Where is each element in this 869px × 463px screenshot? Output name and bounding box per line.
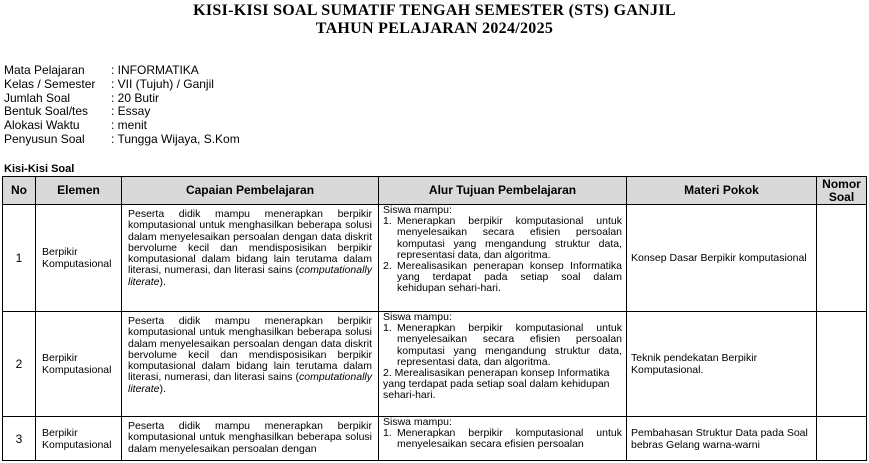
cell-no: 2 [3, 312, 36, 417]
atp-intro: Siswa mampu: [383, 416, 452, 428]
atp-item [383, 261, 622, 295]
cp-end: ). [159, 275, 166, 288]
cell-elemen: Berpikir Komputasional [36, 312, 122, 417]
atp-intro: Siswa mampu: [383, 204, 452, 216]
cell-cp [122, 312, 379, 417]
atp-text: Menerapkan berpikir komputasional untuk menyelesaikan secara efisien persoalan komputasi yang mengandung struktur data, representasi data, dan algoritma. [397, 322, 622, 368]
section-title: Kisi-Kisi Soal [4, 163, 75, 175]
cell-atp [379, 417, 627, 461]
atp-text: Menerapkan berpikir komputasional untuk menyelesaikan secara efisien persoalan [397, 427, 622, 451]
cell-cp [122, 205, 379, 312]
meta-info [4, 64, 240, 147]
cell-materi: Pembahasan Struktur Data pada Soal bebras Gelang warna-warni [627, 417, 817, 461]
cell-materi: Konsep Dasar Berpikir komputasional [627, 205, 817, 312]
meta-value: : menit [111, 118, 148, 133]
cell-materi: Teknik pendekatan Berpikir Komputasional. [627, 312, 817, 417]
header-cp: Capaian Pembelajaran [122, 177, 379, 205]
header-atp: Alur Tujuan Pembelajaran [379, 177, 627, 205]
table-row [3, 417, 867, 461]
cp-text: Peserta didik mampu menerapkan berpikir komputasional untuk menghasilkan beberapa solusi dalam menyelesaikan persoalan dengan data diskrit bervolume kecil dan mendisposisikan berpikir komputasional dalam bidang lain terutama dalam literasi, numerasi, dan literasi sains ( [128, 315, 372, 384]
cell-nomor-soal [817, 417, 867, 461]
meta-label: Kelas / Semester [4, 76, 96, 91]
atp-item [383, 216, 622, 261]
atp-text: Menerapkan berpikir komputasional untuk menyelesaikan secara efisien persoalan komputasi yang mengandung struktur data, representasi data, dan algoritma. [397, 215, 622, 261]
meta-label: Penyusun Soal [4, 131, 85, 146]
document-subtitle: TAHUN PELAJARAN 2024/2025 [315, 20, 554, 37]
meta-row-author [4, 133, 240, 147]
atp-number: 1. [383, 427, 392, 440]
cp-end: ). [159, 382, 166, 395]
cell-elemen: Berpikir Komputasional [36, 417, 122, 461]
atp-number: 1. [383, 322, 392, 335]
document-title: KISI-KISI SOAL SUMATIF TENGAH SEMESTER (STS) GANJIL [193, 2, 676, 19]
meta-label: Jumlah Soal [4, 90, 71, 105]
meta-value: : 20 Butir [111, 90, 160, 105]
cell-nomor-soal [817, 312, 867, 417]
cell-no: 1 [3, 205, 36, 312]
atp-item: 2. Merealisasikan penerapan konsep Informatika yang terdapat pada setiap soal dalam kehidupan sehari-hari. [383, 367, 610, 402]
meta-value: : Tungga Wijaya, S.Kom [111, 131, 240, 146]
meta-label: Bentuk Soal/tes [4, 104, 89, 119]
meta-row-form [4, 105, 240, 119]
table-header-row [3, 177, 867, 205]
cell-cp [122, 417, 379, 461]
atp-text: Merealisasikan penerapan konsep Informatika yang terdapat pada setiap soal dalam kehidupan sehari-hari. [397, 260, 622, 295]
cell-no: 3 [3, 417, 36, 461]
meta-value: : VII (Tujuh) / Ganjil [111, 76, 214, 91]
meta-row-subject [4, 64, 240, 78]
meta-value: : Essay [111, 104, 151, 119]
atp-item [383, 323, 622, 368]
table-row [3, 205, 867, 312]
meta-label: Mata Pelajaran [4, 63, 85, 77]
atp-number: 2. [383, 260, 392, 273]
meta-row-count [4, 92, 240, 106]
meta-row-class [4, 78, 240, 92]
header-elemen: Elemen [36, 177, 122, 205]
header-nomor-soal [817, 177, 867, 205]
header-nomor-line1: Nomor [822, 176, 861, 191]
cp-italic: computationally literate [128, 264, 372, 288]
header-no: No [3, 177, 36, 205]
cell-atp [379, 312, 627, 417]
cp-italic: computationally literate [128, 371, 372, 395]
atp-item [383, 428, 622, 450]
cp-text: Peserta didik mampu menerapkan berpikir komputasional untuk menghasilkan beberapa solusi dalam menyelesaikan persoalan dengan data diskrit bervolume kecil dan mendisposisikan berpikir komputasional dalam bidang lain terutama dalam literasi, numerasi, dan literasi sains ( [128, 208, 372, 277]
header-materi: Materi Pokok [627, 177, 817, 205]
atp-number: 1. [383, 215, 392, 228]
meta-row-time [4, 119, 240, 133]
cell-elemen: Berpikir Komputasional [36, 205, 122, 312]
meta-value: : INFORMATIKA [111, 63, 199, 77]
atp-intro: Siswa mampu: [383, 311, 452, 323]
meta-label: Alokasi Waktu [4, 118, 80, 133]
header-nomor-line2: Soal [828, 189, 855, 204]
table-row [3, 312, 867, 417]
cell-atp [379, 205, 627, 312]
kisi-kisi-table [2, 176, 867, 461]
cell-nomor-soal [817, 205, 867, 312]
cp-text: Peserta didik mampu menerapkan berpikir komputasional untuk menghasilkan beberapa solusi dalam menyelesaikan persoalan dengan [128, 420, 372, 455]
